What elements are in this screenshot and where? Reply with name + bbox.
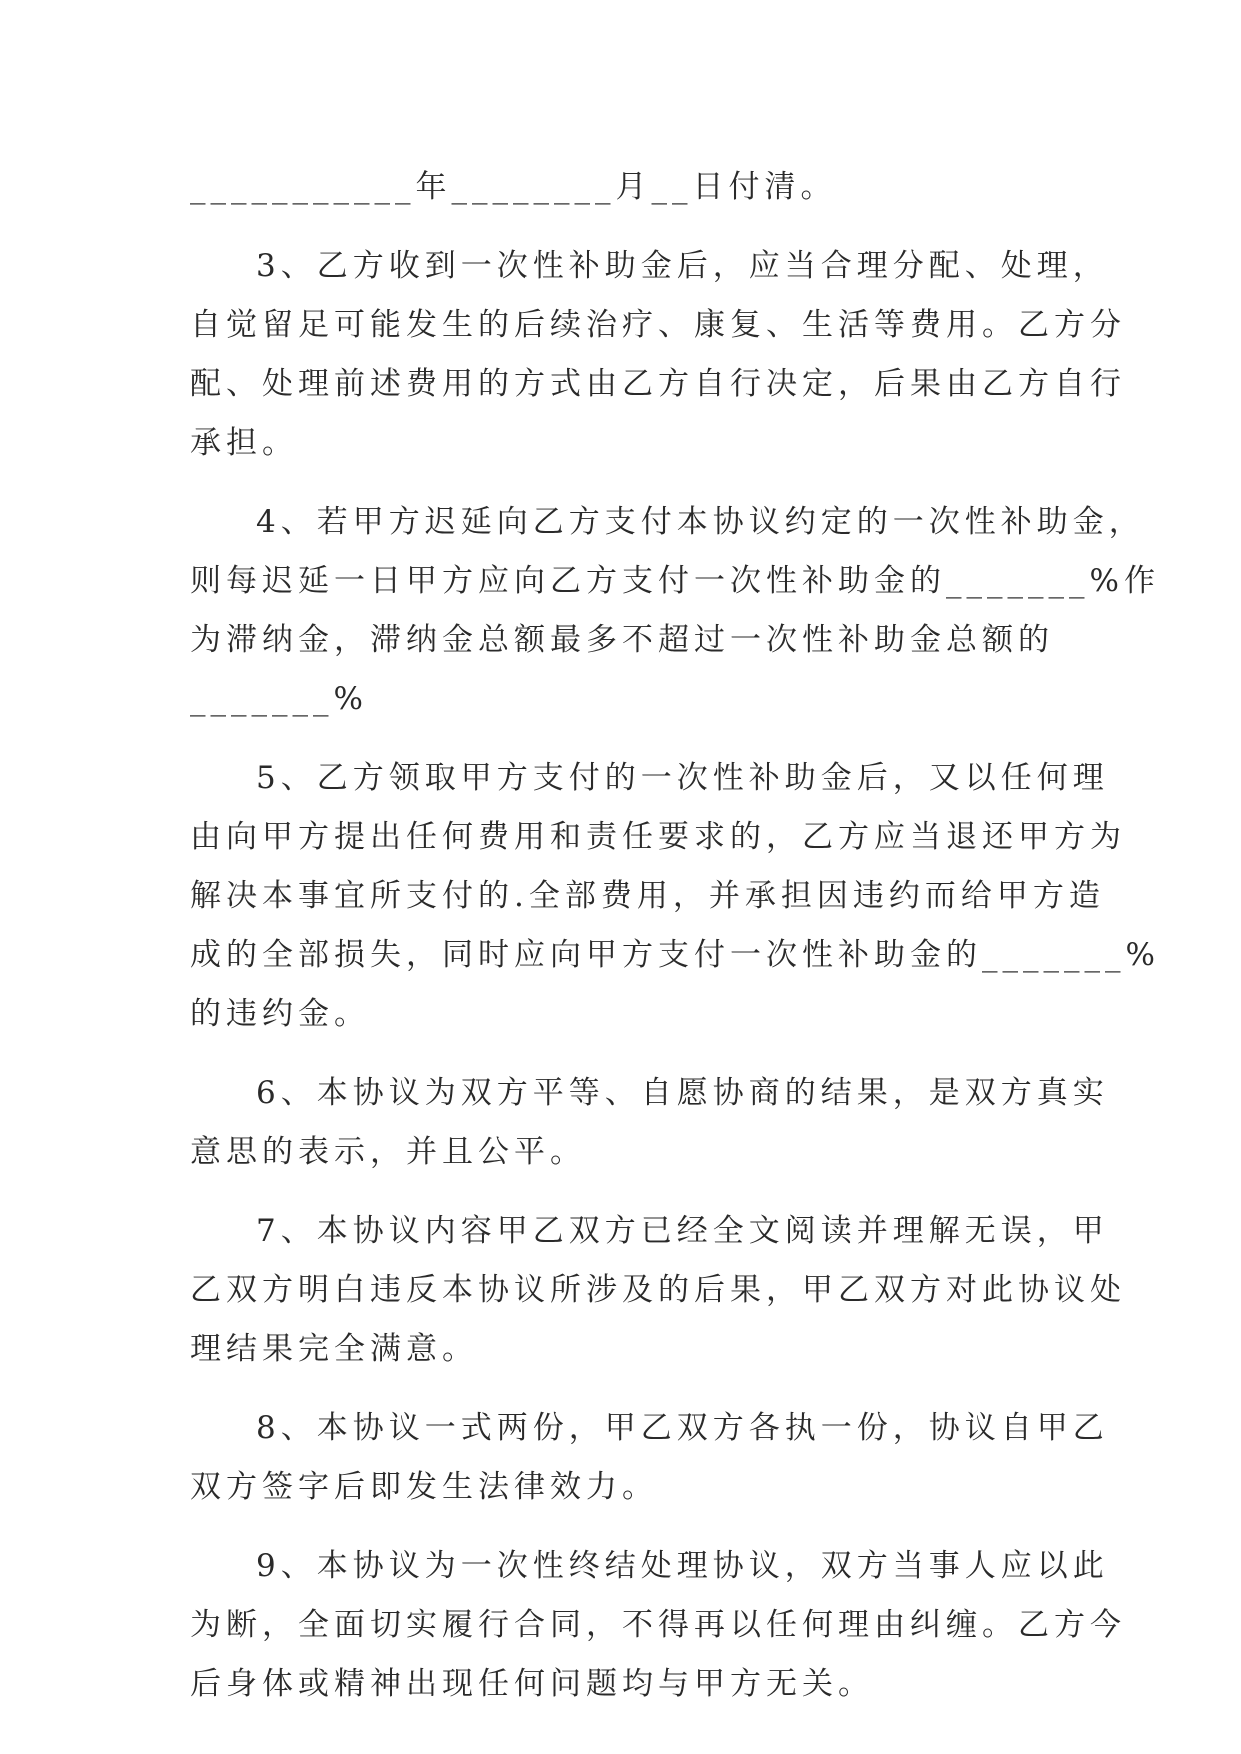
text-line: 5、乙方领取甲方支付的一次性补助金后，又以任何理 <box>256 760 1109 796</box>
text-line: 8、本协议一式两份，甲乙双方各执一份，协议自甲乙 <box>256 1410 1109 1446</box>
text-line: 为断，全面切实履行合同，不得再以任何理由纠缠。乙方今 <box>190 1607 1126 1643</box>
paragraph-clause-8 <box>190 1399 1109 1517</box>
text-line: 9、本协议为一次性终结处理协议，双方当事人应以此 <box>256 1548 1109 1584</box>
paragraph-clause-5 <box>190 749 1160 1044</box>
text-line: 乙双方明白违反本协议所涉及的后果，甲乙双方对此协议处 <box>190 1272 1126 1308</box>
text-line: 配、处理前述费用的方式由乙方自行决定，后果由乙方自行 <box>190 366 1126 402</box>
document-body <box>190 158 1160 1714</box>
paragraph-clause-3 <box>190 237 1126 473</box>
text-line: 解决本事宜所支付的.全部费用，并承担因违约而给甲方造 <box>190 878 1105 914</box>
text-line: 6、本协议为双方平等、自愿协商的结果，是双方真实 <box>256 1075 1109 1111</box>
text-line: 则每迟延一日甲方应向乙方支付一次性补助金的_______%作 <box>190 563 1160 599</box>
paragraph-clause-6 <box>190 1064 1109 1182</box>
text-line: 自觉留足可能发生的后续治疗、康复、生活等费用。乙方分 <box>190 307 1126 343</box>
text-line: 后身体或精神出现任何问题均与甲方无关。 <box>190 1666 874 1702</box>
text-line: 的违约金。 <box>190 996 370 1032</box>
text-line: 双方签字后即发生法律效力。 <box>190 1469 658 1505</box>
text-line: 承担。 <box>190 425 298 461</box>
paragraph-clause-9 <box>190 1537 1126 1714</box>
paragraph-payment-date <box>190 158 1060 217</box>
text-line: 3、乙方收到一次性补助金后，应当合理分配、处理， <box>256 248 1109 284</box>
text-line: 4、若甲方迟延向乙方支付本协议约定的一次性补助金， <box>256 504 1145 540</box>
text-line: 意思的表示，并且公平。 <box>190 1134 586 1170</box>
text-line: 为滞纳金，滞纳金总额最多不超过一次性补助金总额的 <box>190 622 1054 658</box>
text-line: 理结果完全满意。 <box>190 1331 478 1367</box>
text-line: 由向甲方提出任何费用和责任要求的，乙方应当退还甲方为 <box>190 819 1126 855</box>
text-line: _______% <box>190 681 368 717</box>
text-line: 7、本协议内容甲乙双方已经全文阅读并理解无误，甲 <box>256 1213 1109 1249</box>
text-line: 成的全部损失，同时应向甲方支付一次性补助金的_______% <box>190 937 1160 973</box>
paragraph-clause-4 <box>190 493 1160 729</box>
paragraph-clause-7 <box>190 1202 1126 1379</box>
text-line: ___________年________月__日付清。 <box>190 169 837 205</box>
